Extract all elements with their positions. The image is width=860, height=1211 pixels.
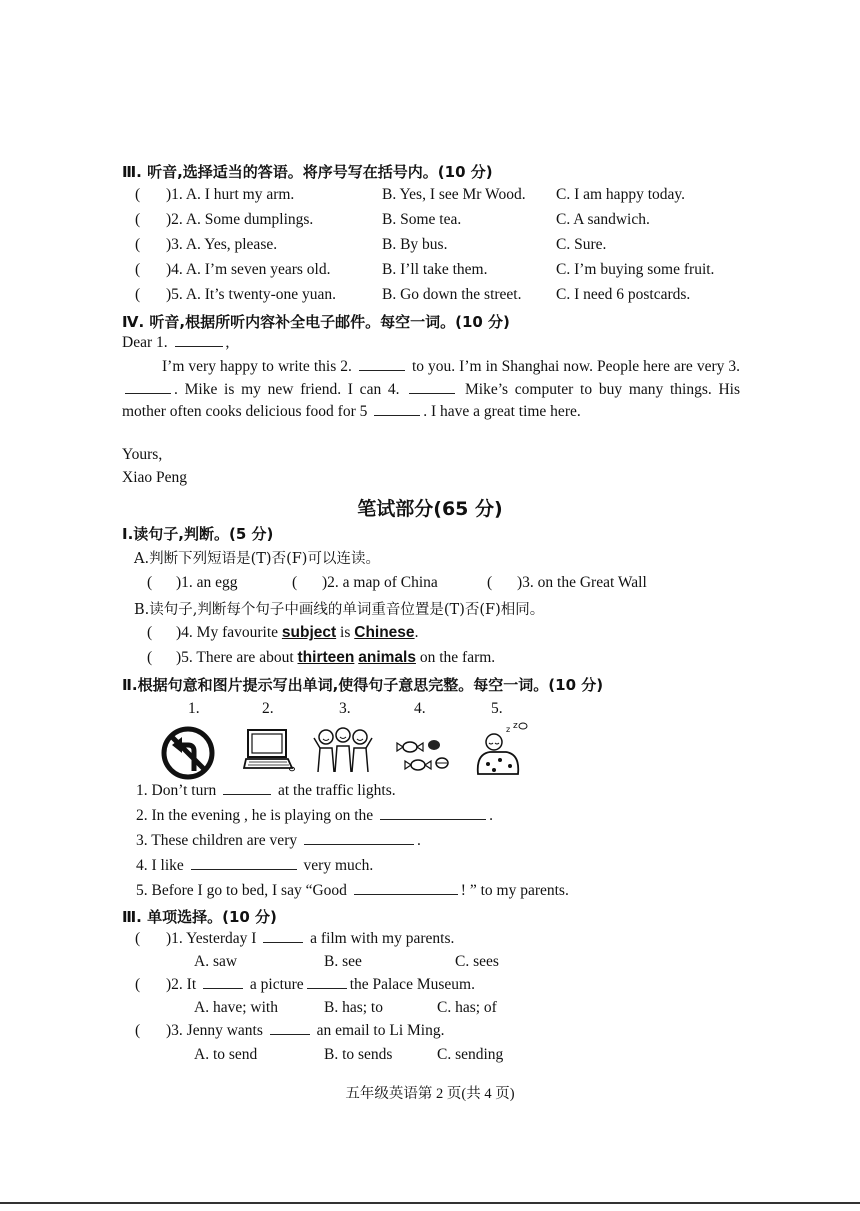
happy-children-icon <box>312 724 374 776</box>
blank-4[interactable] <box>409 392 455 394</box>
answer-paren[interactable]: ( <box>135 1022 141 1039</box>
phrase-item-2: )2. a map of China <box>322 574 438 591</box>
fill-sentence-5: 5. Before I go to bed, I say “Good ! ” to my parents. <box>136 882 569 899</box>
judge-part-a-instruction: A.判断下列短语是(T)否(F)可以连读。 <box>134 551 380 567</box>
choice-question-3: )3. Jenny wants an email to Li Ming. <box>166 1022 445 1039</box>
answer-paren[interactable]: ( <box>135 930 141 947</box>
item-option-b: B. Go down the street. <box>382 286 522 303</box>
choice-option-b[interactable]: B. see <box>324 953 362 970</box>
picture-number: 3. <box>339 700 351 717</box>
candies-icon <box>394 735 454 775</box>
item-option-b: B. I’ll take them. <box>382 261 488 278</box>
item-option-a: )4. A. I’m seven years old. <box>166 261 331 278</box>
choice-option-c[interactable]: C. has; of <box>437 999 497 1016</box>
choice-option-a[interactable]: A. have; with <box>194 999 278 1016</box>
answer-paren[interactable]: ( <box>147 574 153 591</box>
blank[interactable] <box>270 1033 310 1035</box>
item-option-b: B. By bus. <box>382 236 448 253</box>
item-option-c: C. A sandwich. <box>556 211 650 228</box>
item-option-b: B. Yes, I see Mr Wood. <box>382 186 526 203</box>
answer-paren[interactable]: ( <box>135 261 141 278</box>
page-footer: 五年级英语第 2 页(共 4 页) <box>345 1086 515 1102</box>
picture-number: 2. <box>262 700 274 717</box>
item-option-c: C. Sure. <box>556 236 607 253</box>
svg-text:z: z <box>506 725 511 734</box>
judge-section-heading: Ⅰ.读句子,判断。(5 分) <box>122 525 274 543</box>
answer-paren[interactable]: ( <box>135 286 141 303</box>
answer-paren[interactable]: ( <box>135 211 141 228</box>
fill-sentence-4: 4. I like very much. <box>136 857 374 874</box>
blank[interactable] <box>191 868 297 870</box>
choice-option-c[interactable]: C. sending <box>437 1046 504 1063</box>
choice-option-a[interactable]: A. saw <box>194 953 238 970</box>
item-option-a: )3. A. Yes, please. <box>166 236 278 253</box>
answer-paren[interactable]: ( <box>135 236 141 253</box>
item-option-a: )2. A. Some dumplings. <box>166 211 314 228</box>
blank[interactable] <box>263 941 303 943</box>
answer-paren[interactable]: ( <box>147 649 153 666</box>
answer-paren[interactable]: ( <box>147 624 153 641</box>
item-option-b: B. Some tea. <box>382 211 462 228</box>
item-option-c: C. I am happy today. <box>556 186 685 203</box>
bottom-divider <box>0 1202 860 1204</box>
blank[interactable] <box>307 987 347 989</box>
picture-number: 5. <box>491 700 503 717</box>
answer-paren[interactable]: ( <box>487 574 493 591</box>
email-greeting: Dear 1. , <box>122 334 230 351</box>
answer-paren[interactable]: ( <box>135 976 141 993</box>
no-left-turn-icon <box>160 725 216 781</box>
blank[interactable] <box>380 818 486 820</box>
picture-number: 4. <box>414 700 426 717</box>
fill-sentence-2: 2. In the evening , he is playing on the . <box>136 807 493 824</box>
phrase-item-1: )1. an egg <box>176 574 238 591</box>
sleeping-child-icon <box>472 720 528 778</box>
choice-question-1: )1. Yesterday I a film with my parents. <box>166 930 455 947</box>
fill-sentence-3: 3. These children are very . <box>136 832 421 849</box>
computer-icon <box>243 727 295 773</box>
item-option-c: C. I need 6 postcards. <box>556 286 691 303</box>
choice-option-a[interactable]: A. to send <box>194 1046 258 1063</box>
answer-paren[interactable]: ( <box>135 186 141 203</box>
email-signature: Xiao Peng <box>122 469 188 486</box>
blank-2[interactable] <box>359 369 405 371</box>
item-option-c: C. I’m buying some fruit. <box>556 261 715 278</box>
fill-sentence-1: 1. Don’t turn at the traffic lights. <box>136 782 396 799</box>
judge-part-b-instruction: B.读句子,判断每个句子中画线的单词重音位置是(T)否(F)相同。 <box>134 602 545 618</box>
written-part-title: 笔试部分(65 分) <box>357 498 503 520</box>
item-option-a: )5. A. It’s twenty-one yuan. <box>166 286 337 303</box>
phrase-item-3: )3. on the Great Wall <box>517 574 647 591</box>
svg-text:z: z <box>513 721 518 731</box>
choice-option-b[interactable]: B. to sends <box>324 1046 393 1063</box>
choice-option-b[interactable]: B. has; to <box>324 999 383 1016</box>
answer-paren[interactable]: ( <box>292 574 298 591</box>
choice-question-2: )2. It a picture the Palace Museum. <box>166 976 475 993</box>
choice-option-c[interactable]: C. sees <box>455 953 499 970</box>
email-section-heading: Ⅳ. 听音,根据所听内容补全电子邮件。每空一词。(10 分) <box>122 313 510 331</box>
blank[interactable] <box>354 893 458 895</box>
sentence-item-4: )4. My favourite subject is Chinese. <box>176 624 419 641</box>
email-closing: Yours, <box>122 446 163 463</box>
picture-words-section-heading: Ⅱ.根据句意和图片提示写出单词,使得句子意思完整。每空一词。(10 分) <box>122 676 604 694</box>
picture-number: 1. <box>188 700 200 717</box>
email-body: I’m very happy to write this 2. to you. I’m in Shanghai now. People here are very 3. . Mike is my new friend. I can 4. Mike’s computer to buy many things. His mother often cooks delicious food for 5 . I have a great time here. <box>122 358 741 420</box>
blank-3[interactable] <box>125 392 171 394</box>
blank-1[interactable] <box>175 345 223 347</box>
blank[interactable] <box>203 987 243 989</box>
listening-section-heading: Ⅲ. 听音,选择适当的答语。将序号写在括号内。(10 分) <box>122 163 493 181</box>
blank-5[interactable] <box>374 414 420 416</box>
sentence-item-5: )5. There are about thirteen animals on the farm. <box>176 649 496 666</box>
blank[interactable] <box>304 843 414 845</box>
item-option-a: )1. A. I hurt my arm. <box>166 186 295 203</box>
multiple-choice-section-heading: Ⅲ. 单项选择。(10 分) <box>122 908 277 926</box>
blank[interactable] <box>223 793 271 795</box>
